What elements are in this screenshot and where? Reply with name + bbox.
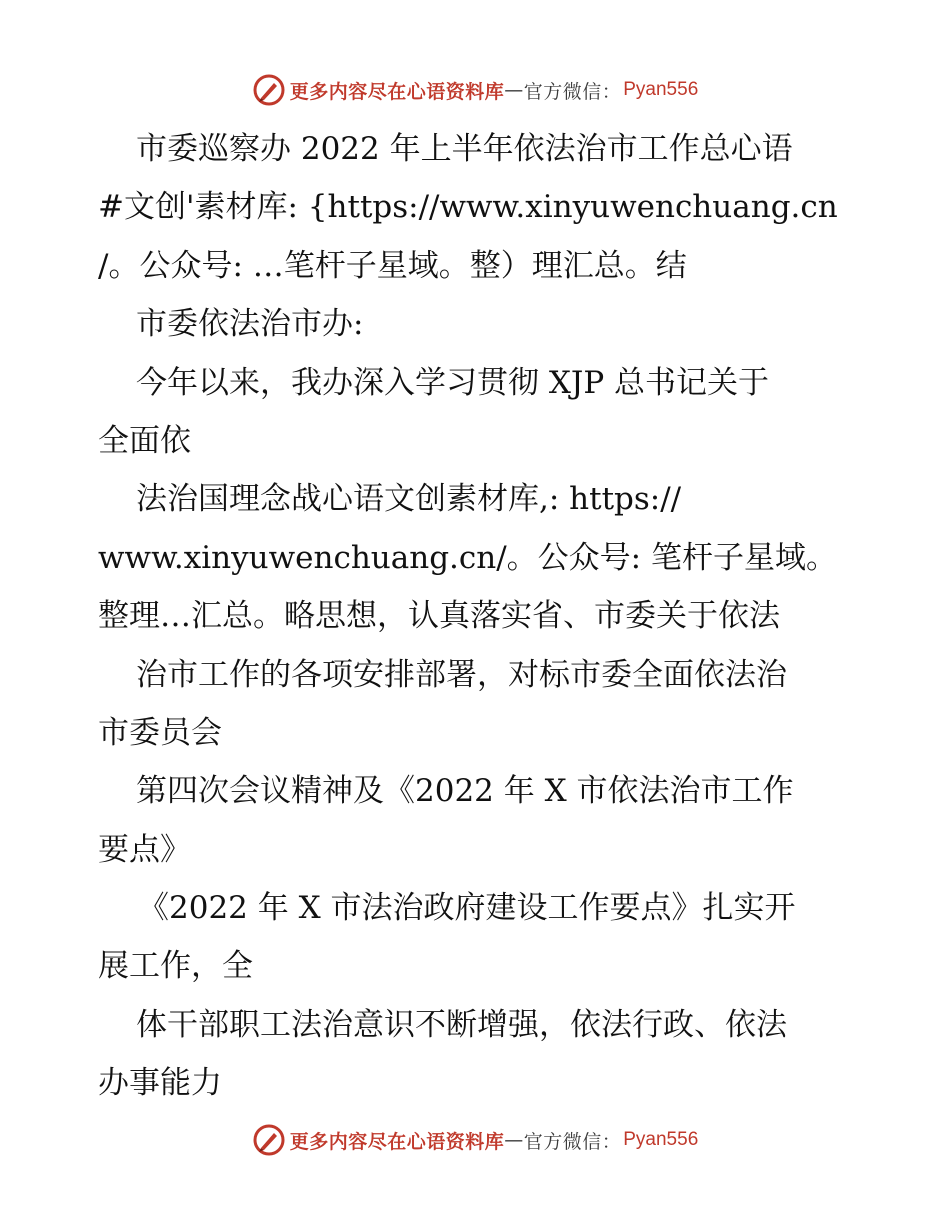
doc-line: 治市工作的各项安排部署，对标市委全面依法治 <box>136 656 787 693</box>
doc-line: 法治国理念战心语文创素材库,: https:// <box>136 481 682 518</box>
doc-line: 第四次会议精神及《2022 年 X 市依法治市工作 <box>136 773 794 810</box>
doc-line: 《2022 年 X 市法治政府建设工作要点》扎实开 <box>138 890 796 927</box>
header-watermark-banner <box>0 70 950 110</box>
doc-line: 要点》 <box>98 831 191 868</box>
banner-wechat-label: 官方微信： <box>523 80 622 103</box>
doc-line: 展工作，全 <box>98 948 253 985</box>
document-body <box>98 120 858 1113</box>
doc-line: 办事能力 <box>98 1065 222 1102</box>
banner-site-name: 更多内容尽在心语资料库 <box>289 80 505 103</box>
banner-dash: — <box>504 1129 524 1151</box>
doc-title-line: 市委巡察办 2022 年上半年依法治市工作总心语 <box>136 131 793 167</box>
banner-dash: — <box>504 79 524 101</box>
footer-watermark-banner <box>0 1120 950 1160</box>
doc-line: 市委依法治市办: <box>136 306 364 343</box>
banner-wechat-id: Pyan556 <box>623 1129 699 1150</box>
doc-line: 体干部职工法治意识不断增强，依法行政、依法 <box>136 1006 787 1043</box>
doc-line: /。公众号: …笔杆子星域。整）理汇总。结 <box>98 247 687 284</box>
doc-line: www.xinyuwenchuang.cn/。公众号: 笔杆子星域。 <box>98 539 837 576</box>
banner-wechat-label: 官方微信： <box>523 1130 622 1153</box>
doc-line: #文创'素材库: {https://www.xinyuwenchuang.cn <box>98 189 838 226</box>
banner-site-name: 更多内容尽在心语资料库 <box>289 1130 505 1153</box>
doc-line: 今年以来，我办深入学习贯彻 XJP 总书记关于 <box>136 364 770 401</box>
pen-logo-icon <box>252 73 286 107</box>
doc-line: 市委员会 <box>98 714 222 751</box>
banner-wechat-id: Pyan556 <box>623 79 699 100</box>
doc-line: 整理…汇总。略思想，认真落实省、市委关于依法 <box>98 598 780 635</box>
pen-logo-icon <box>252 1123 286 1157</box>
doc-line: 全面依 <box>98 422 191 459</box>
